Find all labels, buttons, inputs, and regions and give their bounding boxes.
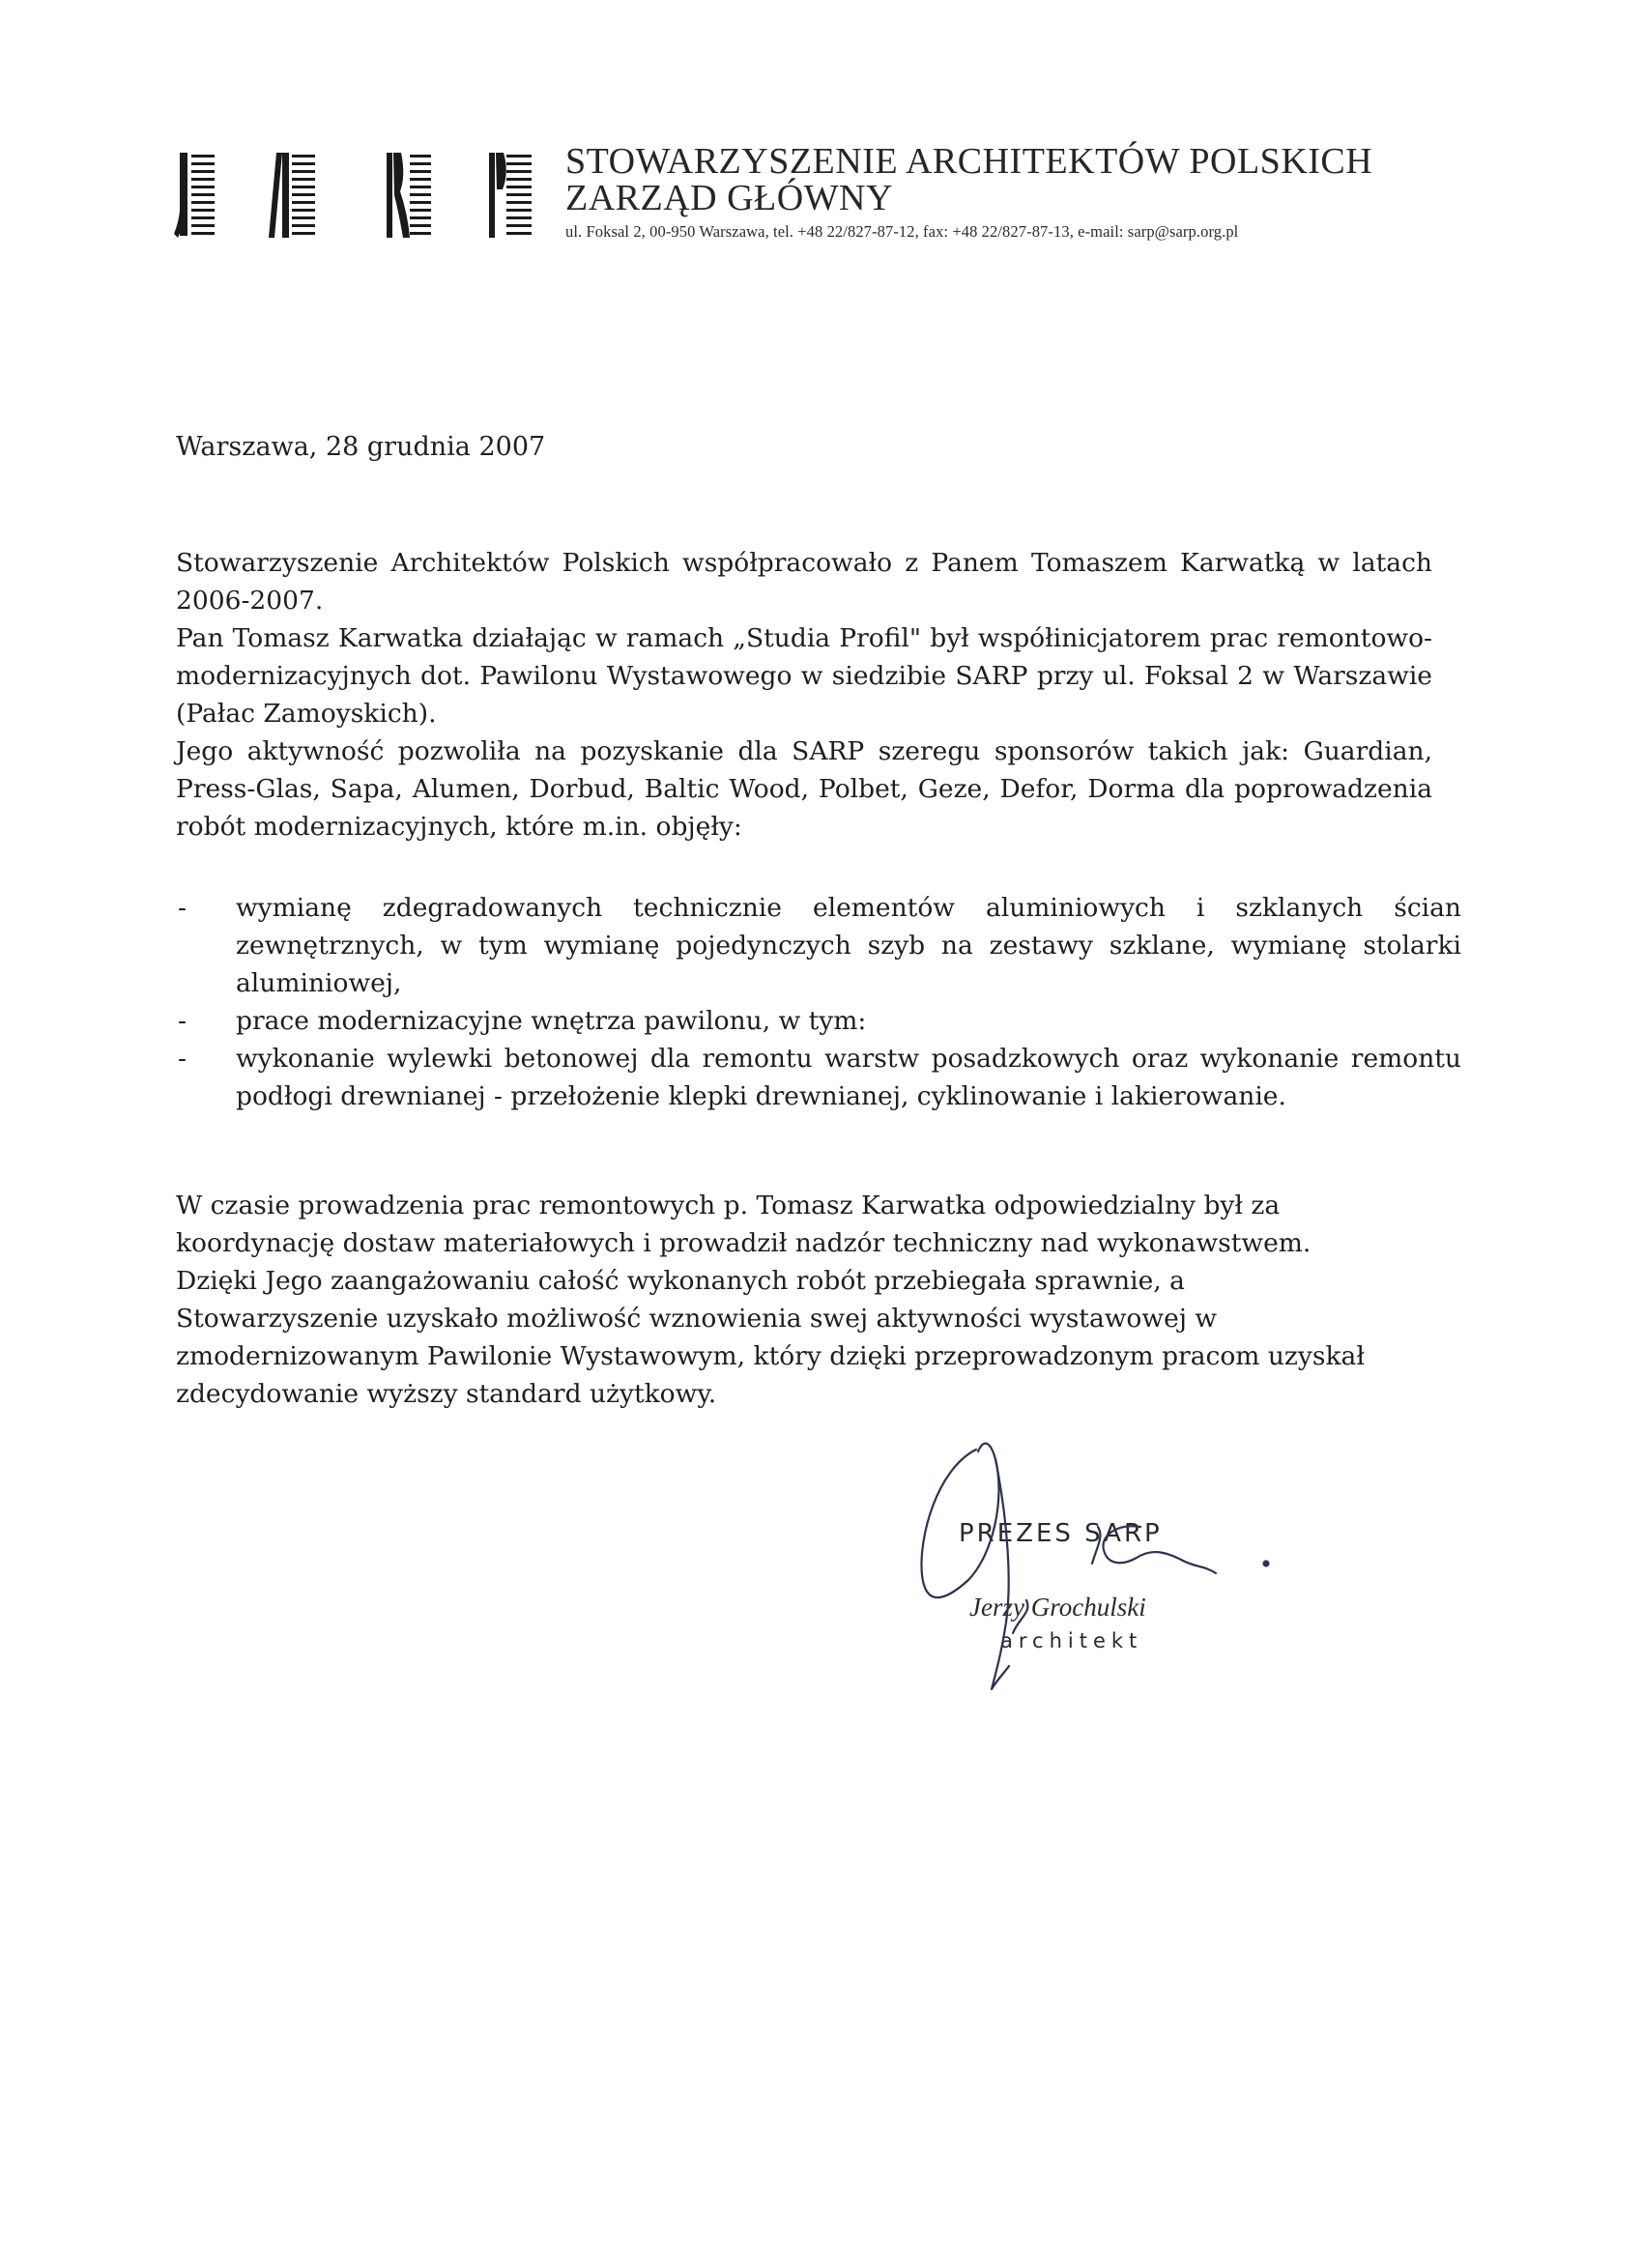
intro-sentence-3: Jego aktywność pozwoliła na pozyskanie dla SARP szeregu sponsorów takich jak: Guardian, Press-Glas, Sapa, Alumen, Dorbud, Baltic Wood, Polbet, Geze, Defor, Dorma dla poprowadzenia robót modernizacyjnych, które m.in. objęły: bbox=[176, 736, 1432, 842]
organization-subtitle: ZARZĄD GŁÓWNY bbox=[565, 178, 893, 218]
signatory-role: architekt bbox=[1000, 1629, 1143, 1652]
list-bullet: - bbox=[178, 1044, 187, 1074]
handwritten-signature bbox=[899, 1430, 1305, 1710]
intro-sentence-2: Pan Tomasz Karwatka działając w ramach „Studia Profil" był współinicjatorem prac remontowo-modernizacyjnych dot. Pawilonu Wystawowego w siedzibie SARP przy ul. Foksal 2 w Warszawie (Pałac Zamoyskich). bbox=[176, 623, 1432, 729]
list-item-text: prace modernizacyjne wnętrza pawilonu, w tym: bbox=[236, 1006, 867, 1036]
list-item bbox=[176, 1040, 1461, 1115]
letter-date: Warszawa, 28 grudnia 2007 bbox=[176, 432, 546, 462]
closing-paragraph: W czasie prowadzenia prac remontowych p. Tomasz Karwatka odpowiedzialny był za koordynację dostaw materiałowych i prowadził nadzór techniczny nad wykonawstwem. Dzięki Jego zaangażowaniu całość wykonanych robót przebiegała sprawnie, a Stowarzyszenie uzyskało możliwość wznowienia swej aktywności wystawowej w zmodernizowanym Pawilonie Wystawowym, który dzięki przeprowadzonym pracom uzyskał zdecydowanie wyższy standard użytkowy. bbox=[176, 1191, 1365, 1409]
list-item bbox=[176, 1002, 1461, 1040]
works-list bbox=[176, 889, 1461, 1115]
signatory-name: Jerzy Grochulski bbox=[969, 1593, 1146, 1622]
intro-paragraph bbox=[176, 544, 1432, 846]
list-item-text: wykonanie wylewki betonowej dla remontu warstw posadzkowych oraz wykonanie remontu podłogi drewnianej - przełożenie klepki drewnianej, cyklinowanie i lakierowanie. bbox=[236, 1044, 1461, 1111]
list-bullet: - bbox=[178, 893, 187, 923]
list-item bbox=[176, 889, 1461, 1002]
list-item-text: wymianę zdegradowanych technicznie elementów aluminiowych i szklanych ścian zewnętrznych, w tym wymianę pojedynczych szyb na zestawy szklane, wymianę stolarki aluminiowej, bbox=[236, 893, 1461, 998]
sarp-logo bbox=[172, 147, 544, 240]
intro-sentence-1: Stowarzyszenie Architektów Polskich współpracowało z Panem Tomaszem Karwatką w latach 2006-2007. bbox=[176, 548, 1432, 616]
organization-name: STOWARZYSZENIE ARCHITEKTÓW POLSKICH bbox=[565, 141, 1373, 182]
list-bullet: - bbox=[178, 1006, 187, 1036]
organization-contact: ul. Foksal 2, 00-950 Warszawa, tel. +48 22/827-87-12, fax: +48 22/827-87-13, e-mail: sarp@sarp.org.pl bbox=[565, 222, 1239, 241]
signature-title: PREZES SARP bbox=[959, 1519, 1163, 1548]
